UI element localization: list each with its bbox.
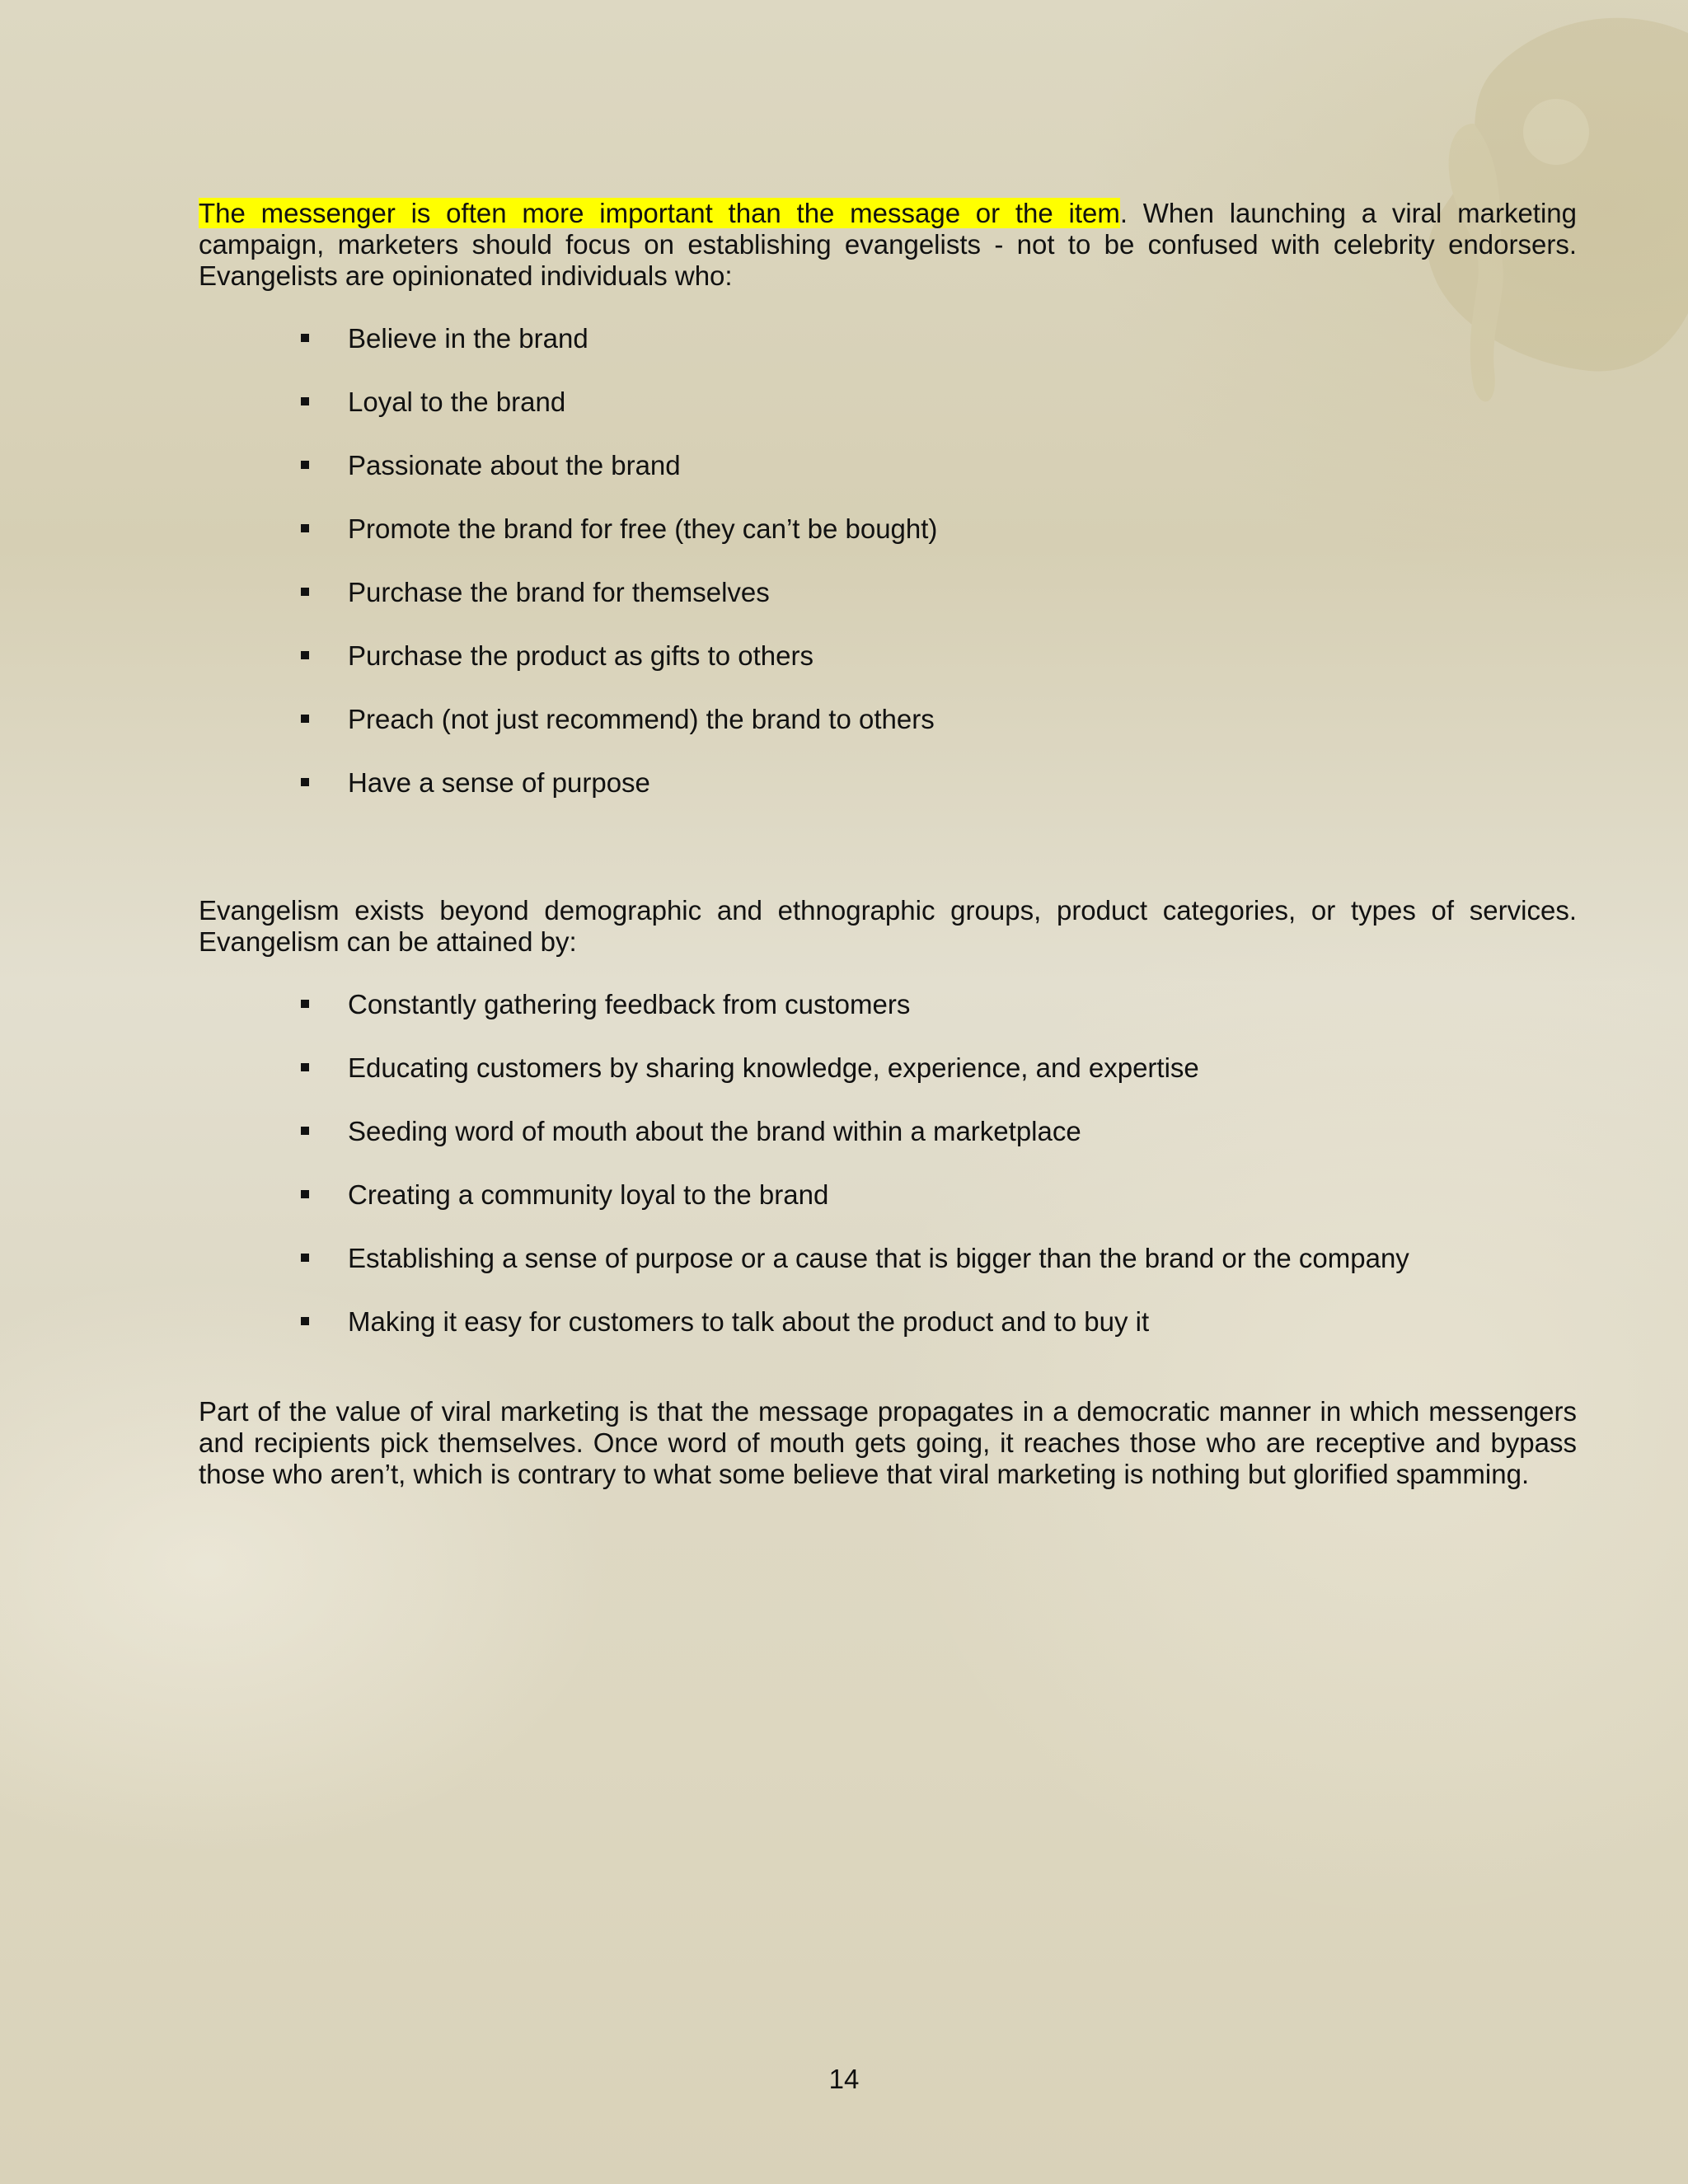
square-bullet-icon [301, 1190, 309, 1198]
list-item [199, 989, 1577, 1020]
list-item [199, 450, 1577, 481]
list-item-text: Establishing a sense of purpose or a cause that is bigger than the brand or the company [348, 1243, 1409, 1273]
list-item [199, 1243, 1577, 1274]
list-item-text: Passionate about the brand [348, 450, 681, 480]
list-item [199, 1052, 1577, 1084]
square-bullet-icon [301, 1000, 309, 1008]
evangelism-methods-list [199, 989, 1577, 1338]
list-item [199, 1116, 1577, 1147]
square-bullet-icon [301, 778, 309, 786]
square-bullet-icon [301, 651, 309, 659]
list-item-text: Seeding word of mouth about the brand within a marketplace [348, 1116, 1081, 1146]
square-bullet-icon [301, 1063, 309, 1071]
list-item-text: Purchase the product as gifts to others [348, 640, 814, 671]
list-item-text: Purchase the brand for themselves [348, 577, 770, 607]
square-bullet-icon [301, 1254, 309, 1262]
intro-paragraph [199, 198, 1577, 292]
list-item [199, 387, 1577, 418]
square-bullet-icon [301, 524, 309, 532]
list-item [199, 577, 1577, 608]
page-number: 14 [828, 2064, 860, 2094]
spacer [199, 1370, 1577, 1396]
list-item-text: Creating a community loyal to the brand [348, 1179, 829, 1210]
square-bullet-icon [301, 715, 309, 723]
square-bullet-icon [301, 461, 309, 469]
list-item-text: Preach (not just recommend) the brand to others [348, 704, 935, 734]
list-item [199, 767, 1577, 799]
evangelism-paragraph: Evangelism exists beyond demographic and ethnographic groups, product categories, or types of services. Evangelism can be attained by: [199, 895, 1577, 957]
evangelist-traits-list [199, 323, 1577, 799]
list-item-text: Educating customers by sharing knowledge, experience, and expertise [348, 1052, 1199, 1083]
document-body [199, 198, 1577, 1490]
list-item-text: Have a sense of purpose [348, 767, 650, 798]
viral-marketing-paragraph: Part of the value of viral marketing is that the message propagates in a democratic manner in which messengers and recipients pick themselves. Once word of mouth gets going, it reaches those who are receptive and bypass those who aren’t, which is contrary to what some believe that viral marketing is nothing but glorified spamming. [199, 1396, 1577, 1489]
list-item [199, 323, 1577, 354]
list-item-text: Constantly gathering feedback from customers [348, 989, 911, 1019]
list-item [199, 1306, 1577, 1338]
square-bullet-icon [301, 588, 309, 596]
intro-paragraph-text: . When launching a viral marketing campaign, marketers should focus on establishing evangelists - not to be confused with celebrity endorsers. Evangelists are opinionated individuals who: [199, 198, 1577, 291]
spacer [199, 831, 1577, 895]
list-item [199, 1179, 1577, 1211]
list-item [199, 640, 1577, 672]
square-bullet-icon [301, 1317, 309, 1325]
highlighted-sentence: The messenger is often more important than the message or the item [199, 198, 1120, 228]
list-item-text: Believe in the brand [348, 323, 588, 354]
square-bullet-icon [301, 334, 309, 342]
list-item [199, 704, 1577, 735]
square-bullet-icon [301, 1127, 309, 1135]
list-item-text: Promote the brand for free (they can’t be bought) [348, 513, 938, 544]
square-bullet-icon [301, 397, 309, 405]
list-item-text: Loyal to the brand [348, 387, 566, 417]
list-item [199, 513, 1577, 545]
list-item-text: Making it easy for customers to talk about the product and to buy it [348, 1306, 1150, 1337]
